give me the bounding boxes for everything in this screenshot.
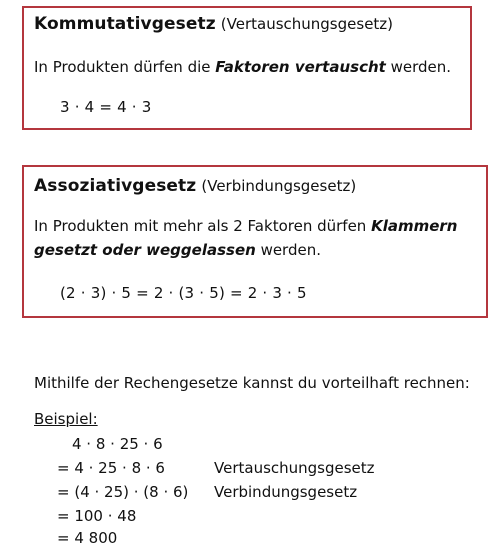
commutative-rule (34, 58, 451, 76)
associative-example: (2 · 3) · 5 = 2 · (3 · 5) = 2 · 3 · 5 (60, 284, 307, 302)
associative-law-box (22, 165, 488, 318)
commutative-title: Kommutativgesetz (34, 14, 216, 34)
application-intro: Mithilfe der Rechengesetze kannst du vorteilhaft rechnen: (34, 374, 470, 392)
example-step-3: = (4 · 25) · (8 · 6) (57, 483, 189, 501)
example-step-5: = 4 800 (57, 529, 118, 547)
commutative-law-box (22, 6, 472, 130)
example-step-1: 4 · 8 · 25 · 6 (72, 435, 163, 453)
associative-heading (34, 176, 356, 196)
associative-rule-emphasis-2: gesetzt oder weggelassen (34, 241, 256, 259)
associative-rule-line-2 (34, 241, 321, 259)
commutative-heading (34, 14, 393, 34)
example-step-2-note: Vertauschungsgesetz (214, 459, 375, 477)
associative-title: Assoziativgesetz (34, 176, 197, 196)
commutative-example: 3 · 4 = 4 · 3 (60, 98, 152, 116)
commutative-rule-text: In Produkten dürfen die (34, 58, 216, 76)
associative-rule-end: werden. (255, 241, 321, 259)
example-label: Beispiel: (34, 410, 98, 428)
example-step-2: = 4 · 25 · 8 · 6 (57, 459, 165, 477)
example-step-3-note: Verbindungsgesetz (214, 483, 358, 501)
commutative-rule-end: werden. (385, 58, 452, 76)
associative-subtitle: (Verbindungsgesetz) (201, 177, 357, 195)
commutative-rule-emphasis: Faktoren vertauscht (215, 58, 386, 76)
associative-rule-text: In Produkten mit mehr als 2 Faktoren dürfen (34, 217, 372, 235)
associative-rule-emphasis-1: Klammern (371, 217, 458, 235)
example-step-4: = 100 · 48 (57, 507, 137, 525)
commutative-subtitle: (Vertauschungsgesetz) (220, 15, 394, 33)
associative-rule-line-1 (34, 217, 457, 235)
